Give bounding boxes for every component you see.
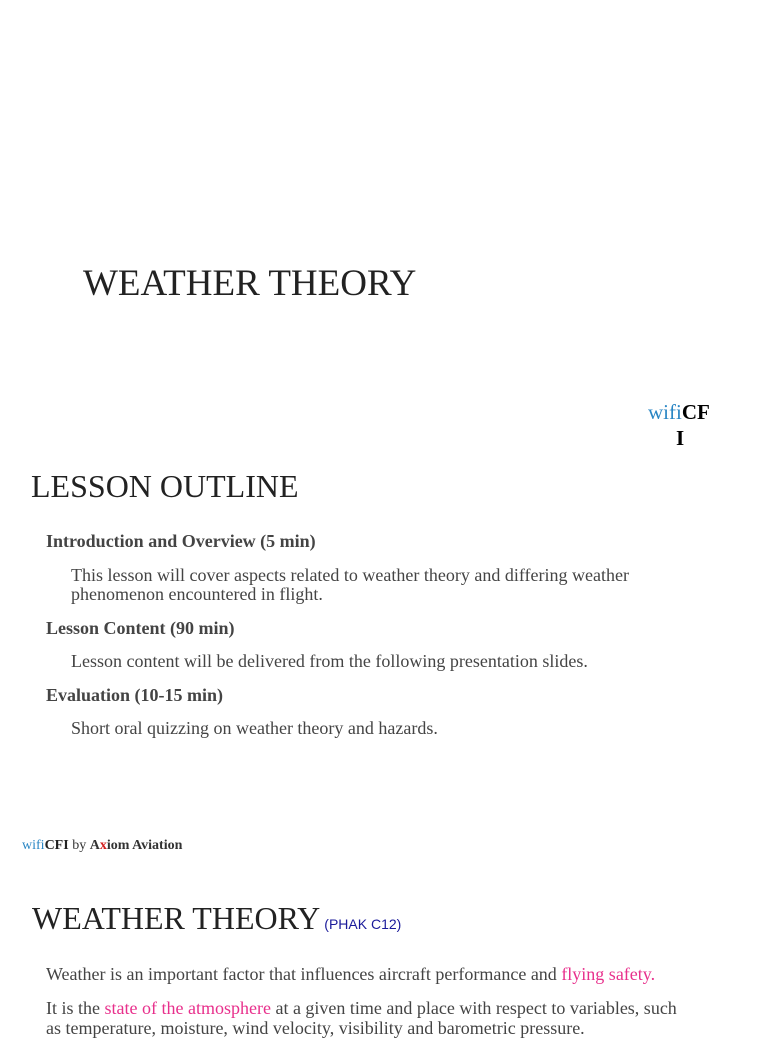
p2-line2: as temperature, moisture, wind velocity, visibility and barometric pressure. — [46, 1018, 585, 1038]
paragraph-atmosphere — [46, 998, 736, 1038]
p1-text: Weather is an important factor that influences aircraft performance and — [46, 964, 562, 984]
section-heading-content: Lesson Content (90 min) — [46, 618, 235, 638]
p1-highlight: flying safety. — [561, 964, 656, 984]
section-heading-evaluation: Evaluation (10-15 min) — [46, 685, 224, 705]
paragraph-weather-factor — [46, 964, 736, 984]
section-heading-intro: Introduction and Overview (5 min) — [46, 531, 316, 551]
slide3-title-text: WEATHER THEORY — [32, 900, 321, 936]
footer-axiom-x: x — [99, 838, 107, 853]
footer-by-text: by — [68, 838, 90, 853]
p2-post: at a given time and place with respect to variables, such — [270, 998, 677, 1018]
p2-highlight: state of the atmosphere — [104, 998, 271, 1018]
logo-wifi-text: wifi — [648, 400, 682, 424]
logo-cfi-cut-text: I — [676, 426, 685, 450]
slide1-title: WEATHER THEORY — [83, 263, 417, 304]
slide3-title — [32, 900, 401, 937]
logo-cfi-text: CF — [681, 400, 710, 424]
footer-axiom-a: A — [89, 838, 100, 853]
phak-reference: (PHAK C12) — [324, 916, 402, 932]
wificfi-logo — [648, 398, 718, 450]
footer-axiom-rest: iom Aviation — [106, 838, 183, 853]
section-body-intro: This lesson will cover aspects related to weather theory and differing weather phenomenon encountered in flight. — [71, 565, 629, 604]
section-body-content: Lesson content will be delivered from the following presentation slides. — [71, 651, 588, 671]
section-body-evaluation: Short oral quizzing on weather theory and hazards. — [71, 718, 438, 738]
footer-cfi-text: CFI — [44, 838, 69, 853]
footer-wifi-text: wifi — [22, 838, 45, 853]
lesson-outline-title: LESSON OUTLINE — [31, 468, 299, 504]
footer-branding — [22, 838, 182, 854]
p2-pre: It is the — [46, 998, 105, 1018]
